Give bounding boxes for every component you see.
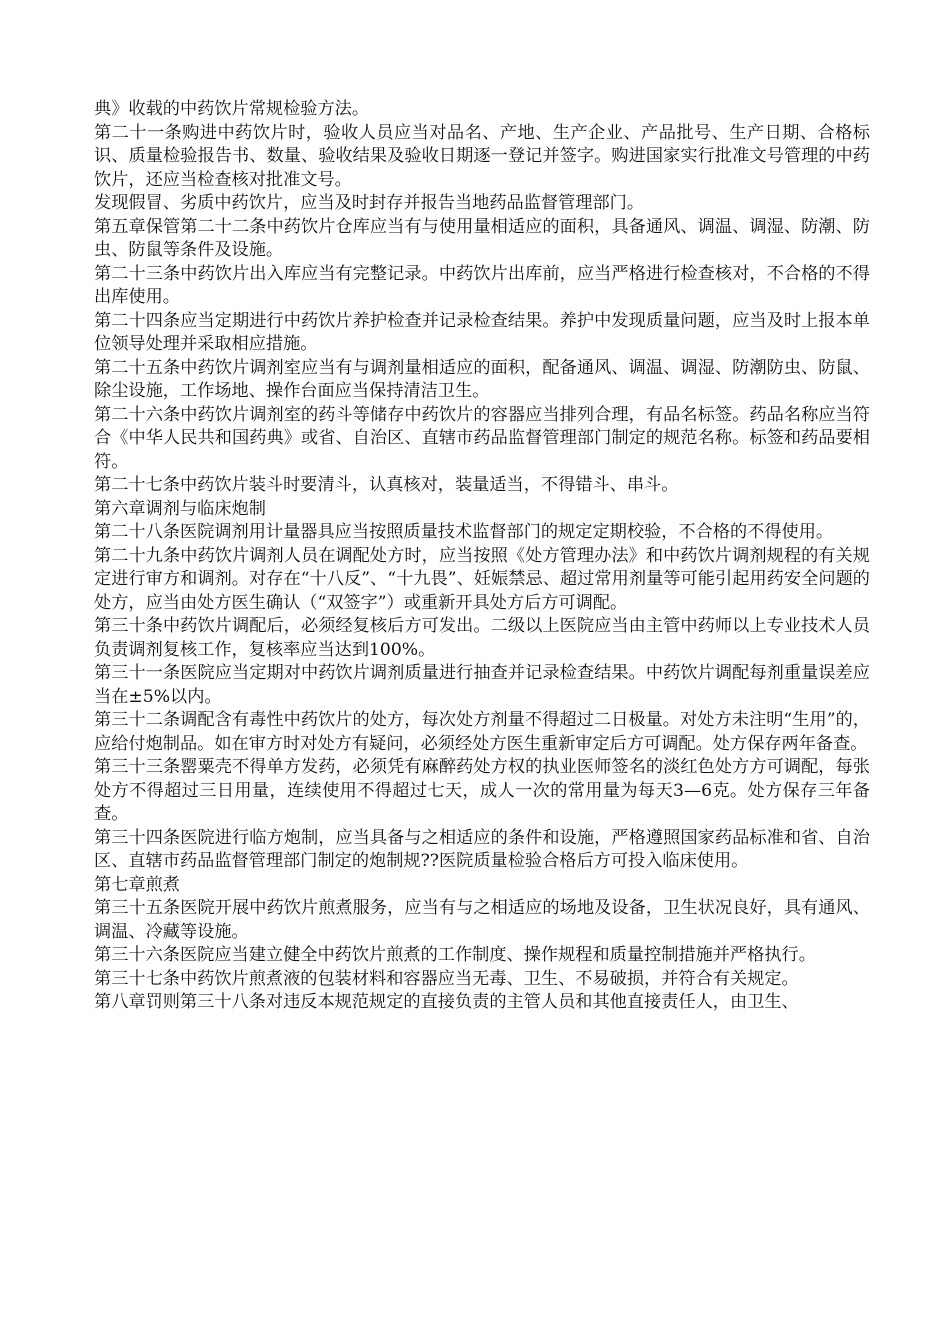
- paragraph-9: 第二十七条中药饮片装斗时要清斗，认真核对，装量适当，不得错斗、串斗。: [94, 475, 679, 495]
- paragraph-12: 第二十九条中药饮片调剂人员在调配处方时，应当按照《处方管理办法》和中药饮片调剂规程的有关规定进行审方和调剂。对存在“十八反”、“十九畏”、妊娠禁忌、超过常用剂量等可能引起用药安全问题的处方，应当由处方医生确认（“双签字”）或重新开具处方后方可调配。: [94, 545, 870, 613]
- document-body: [94, 98, 870, 1015]
- paragraph-14: 第三十一条医院应当定期对中药饮片调剂质量进行抽查并记录检查结果。中药饮片调配每剂重量误差应当在±5%以内。: [94, 663, 870, 707]
- paragraph-8: 第二十六条中药饮片调剂室的药斗等储存中药饮片的容器应当排列合理，有品名标签。药品名称应当符合《中华人民共和国药典》或省、自治区、直辖市药品监督管理部门制定的规范名称。标签和药品要相符。: [94, 404, 870, 472]
- chapter-heading-7: 第七章煎煮: [94, 874, 180, 895]
- paragraph-4: 第五章保管第二十二条中药饮片仓库应当有与使用量相适应的面积，具备通风、调温、调湿、防潮、防虫、防鼠等条件及设施。: [94, 216, 870, 260]
- paragraph-21: 第三十七条中药饮片煎煮液的包装材料和容器应当无毒、卫生、不易破损，并符合有关规定。: [94, 968, 799, 989]
- paragraph-1: 典》收载的中药饮片常规检验方法。: [94, 99, 370, 119]
- paragraph-6: 第二十四条应当定期进行中药饮片养护检查并记录检查结果。养护中发现质量问题，应当及时上报本单位领导处理并采取相应措施。: [94, 310, 870, 354]
- paragraph-13: 第三十条中药饮片调配后，必须经复核后方可发出。二级以上医院应当由主管中药师以上专业技术人员负责调剂复核工作，复核率应当达到100%。: [94, 616, 870, 660]
- paragraph-7: 第二十五条中药饮片调剂室应当有与调剂量相适应的面积，配备通风、调温、调湿、防潮防虫、防鼠、除尘设施，工作场地、操作台面应当保持清洁卫生。: [94, 357, 870, 401]
- paragraph-19: 第三十五条医院开展中药饮片煎煮服务，应当有与之相适应的场地及设备，卫生状况良好，具有通风、调温、冷藏等设施。: [94, 898, 870, 942]
- paragraph-2: 第二十一条购进中药饮片时，验收人员应当对品名、产地、生产企业、产品批号、生产日期、合格标识、质量检验报告书、数量、验收结果及验收日期逐一登记并签字。购进国家实行批准文号管理的中药饮片，还应当检查核对批准文号。: [94, 122, 870, 190]
- paragraph-15: 第三十二条调配含有毒性中药饮片的处方，每次处方剂量不得超过二日极量。对处方未注明“生用”的，应给付炮制品。如在审方时对处方有疑问，必须经处方医生重新审定后方可调配。处方保存两年备查。: [94, 710, 870, 754]
- paragraph-22: 第八章罚则第三十八条对违反本规范规定的直接负责的主管人员和其他直接责任人，由卫生、: [94, 992, 799, 1012]
- paragraph-11: 第二十八条医院调剂用计量器具应当按照质量技术监督部门的规定定期校验，不合格的不得使用。: [94, 522, 834, 542]
- chapter-heading-6: 第六章调剂与临床炮制: [94, 498, 266, 519]
- paragraph-17: 第三十四条医院进行临方炮制，应当具备与之相适应的条件和设施，严格遵照国家药品标准和省、自治区、直辖市药品监督管理部门制定的炮制规??医院质量检验合格后方可投入临床使用。: [94, 827, 870, 871]
- paragraph-5: 第二十三条中药饮片出入库应当有完整记录。中药饮片出库前，应当严格进行检查核对，不合格的不得出库使用。: [94, 263, 870, 307]
- paragraph-20: 第三十六条医院应当建立健全中药饮片煎煮的工作制度、操作规程和质量控制措施并严格执行。: [94, 945, 816, 965]
- paragraph-3: 发现假冒、劣质中药饮片，应当及时封存并报告当地药品监督管理部门。: [94, 193, 645, 213]
- paragraph-16: 第三十三条罂粟壳不得单方发药，必须凭有麻醉药处方权的执业医师签名的淡红色处方方可调配，每张处方不得超过三日用量，连续使用不得超过七天，成人一次的常用量为每天3—6克。处方保存三年备查。: [94, 757, 870, 824]
